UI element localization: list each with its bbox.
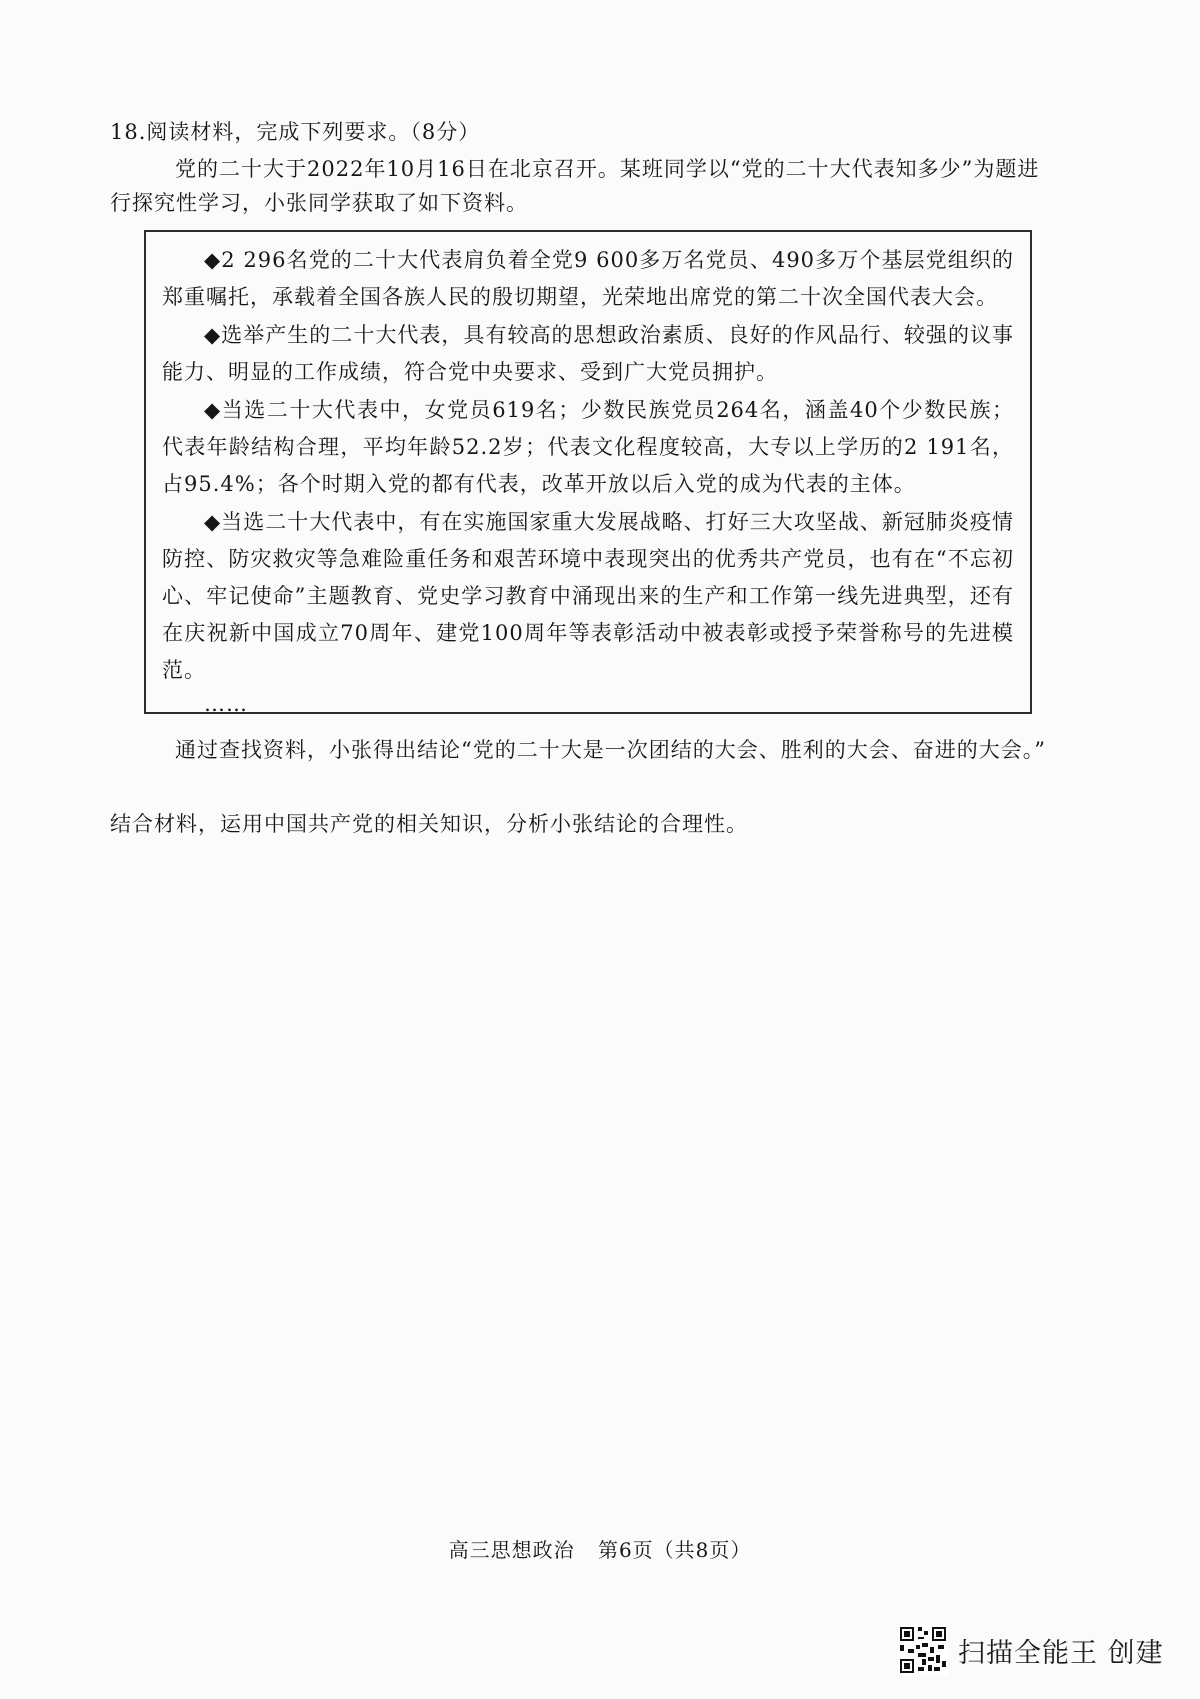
footer-page-number: 第6页（共8页）	[597, 1538, 752, 1562]
qr-code-icon	[898, 1625, 948, 1675]
material-item: ◆选举产生的二十大代表，具有较高的思想政治素质、良好的作风品行、较强的议事能力、明显的工作成绩，符合党中央要求、受到广大党员拥护。	[162, 323, 1014, 384]
page-footer	[0, 1534, 1200, 1563]
material-ellipsis: ……	[204, 692, 248, 716]
conclusion-text: 通过查找资料，小张得出结论“党的二十大是一次团结的大会、胜利的大会、奋进的大会。”	[175, 738, 1046, 762]
scanner-label: 扫描全能王 创建	[958, 1637, 1164, 1669]
scanner-watermark	[898, 1620, 1164, 1680]
material-item: ◆当选二十大代表中，女党员619名；少数民族党员264名，涵盖40个少数民族；代表年龄结构合理，平均年龄52.2岁；代表文化程度较高，大专以上学历的2 191名，占95.4%；各个时期入党的都有代表，改革开放以后入党的成为代表的主体。	[162, 398, 1014, 496]
footer-subject: 高三思想政治	[448, 1538, 575, 1562]
question-intro: 党的二十大于2022年10月16日在北京召开。某班同学以“党的二十大代表知多少”为题进行探究性学习，小张同学获取了如下资料。	[110, 157, 1040, 215]
material-item: ◆2 296名党的二十大代表肩负着全党9 600多万名党员、490多万个基层党组织的郑重嘱托，承载着全国各族人民的殷切期望，光荣地出席党的第二十次全国代表大会。	[162, 248, 1014, 309]
material-item: ◆当选二十大代表中，有在实施国家重大发展战略、打好三大攻坚战、新冠肺炎疫情防控、防灾救灾等急难险重任务和艰苦环境中表现突出的优秀共产党员，也有在“不忘初心、牢记使命”主题教育、党史学习教育中涌现出来的生产和工作第一线先进典型，还有在庆祝新中国成立70周年、建党100周年等表彰活动中被表彰或授予荣誉称号的先进模范。	[162, 510, 1014, 682]
requirement-text: 结合材料，运用中国共产党的相关知识，分析小张结论的合理性。	[110, 812, 748, 836]
material-box	[144, 230, 1032, 714]
question-title: 18.阅读材料，完成下列要求。（8分）	[110, 120, 481, 144]
